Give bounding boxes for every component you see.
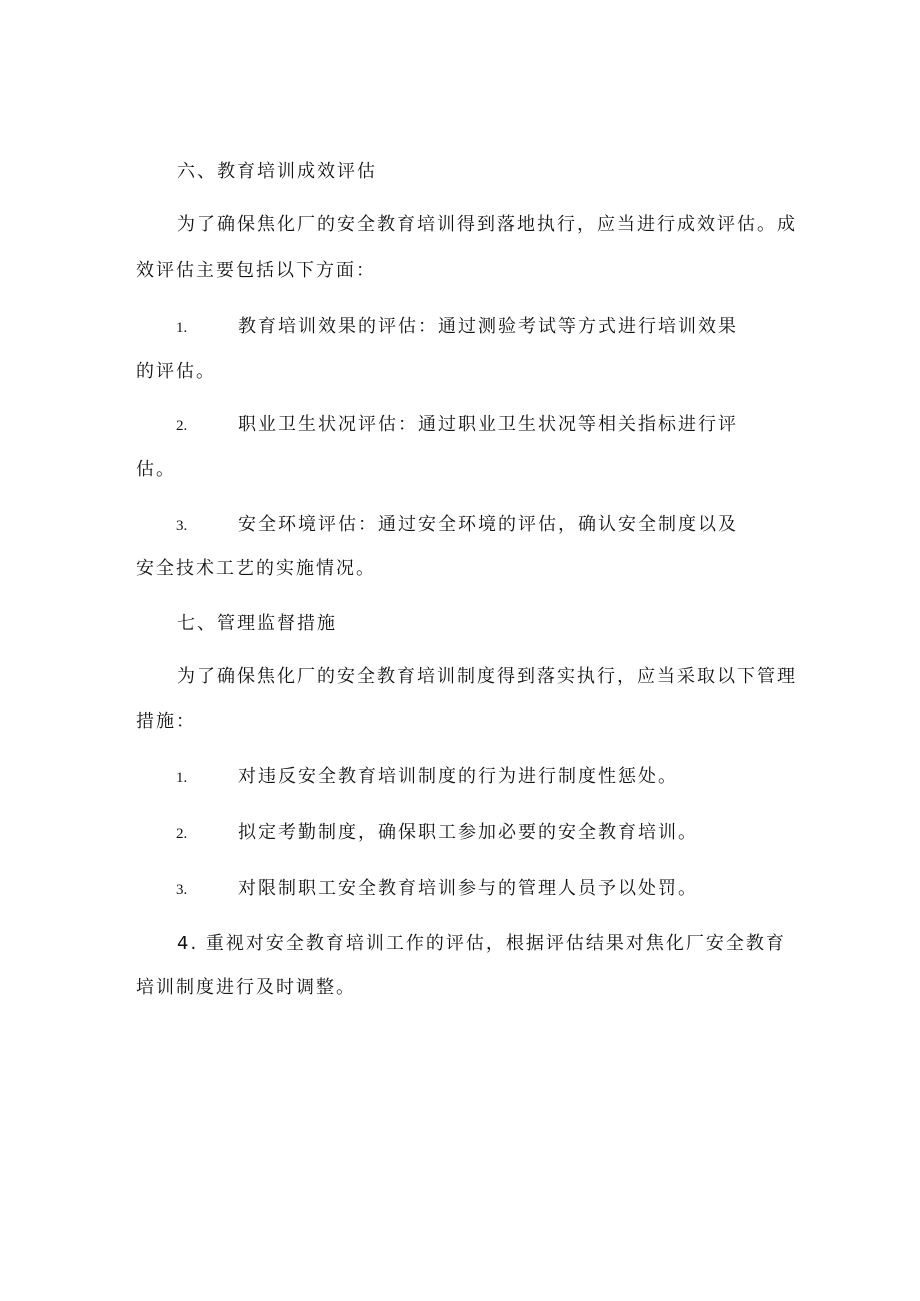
section7-item4-line1: 4. 重视对安全教育培训工作的评估，根据评估结果对焦化厂安全教育 bbox=[177, 933, 786, 954]
section7-item2-number: 2. bbox=[176, 826, 188, 842]
section7-item1-text: 对违反安全教育培训制度的行为进行制度性惩处。 bbox=[238, 766, 678, 787]
section7-intro-line2: 措施： bbox=[136, 711, 196, 732]
section7-heading: 七、管理监督措施 bbox=[177, 613, 337, 634]
section6-item3-number: 3. bbox=[176, 518, 188, 534]
section7-item1-number: 1. bbox=[176, 770, 188, 786]
section6-item2-text: 职业卫生状况评估：通过职业卫生状况等相关指标进行评 bbox=[238, 414, 738, 435]
section7-item2-text: 拟定考勤制度，确保职工参加必要的安全教育培训。 bbox=[238, 822, 698, 843]
section7-item4-line2: 培训制度进行及时调整。 bbox=[136, 977, 356, 998]
section6-item3-continuation: 安全技术工艺的实施情况。 bbox=[136, 558, 376, 579]
section7-intro-line1: 为了确保焦化厂的安全教育培训制度得到落实执行，应当采取以下管理 bbox=[177, 666, 797, 687]
section6-intro-line1: 为了确保焦化厂的安全教育培训得到落地执行，应当进行成效评估。成 bbox=[177, 214, 797, 235]
section6-intro-line2: 效评估主要包括以下方面： bbox=[136, 260, 376, 281]
section6-item1-continuation: 的评估。 bbox=[136, 361, 216, 382]
section7-item3-text: 对限制职工安全教育培训参与的管理人员予以处罚。 bbox=[238, 878, 698, 899]
section6-item2-number: 2. bbox=[176, 418, 188, 434]
section6-heading: 六、教育培训成效评估 bbox=[177, 161, 377, 182]
section7-item3-number: 3. bbox=[176, 882, 188, 898]
section6-item3-text: 安全环境评估：通过安全环境的评估，确认安全制度以及 bbox=[238, 514, 738, 535]
section6-item1-number: 1. bbox=[176, 320, 188, 336]
section6-item2-continuation: 估。 bbox=[136, 459, 176, 480]
section6-item1-text: 教育培训效果的评估：通过测验考试等方式进行培训效果 bbox=[238, 316, 738, 337]
